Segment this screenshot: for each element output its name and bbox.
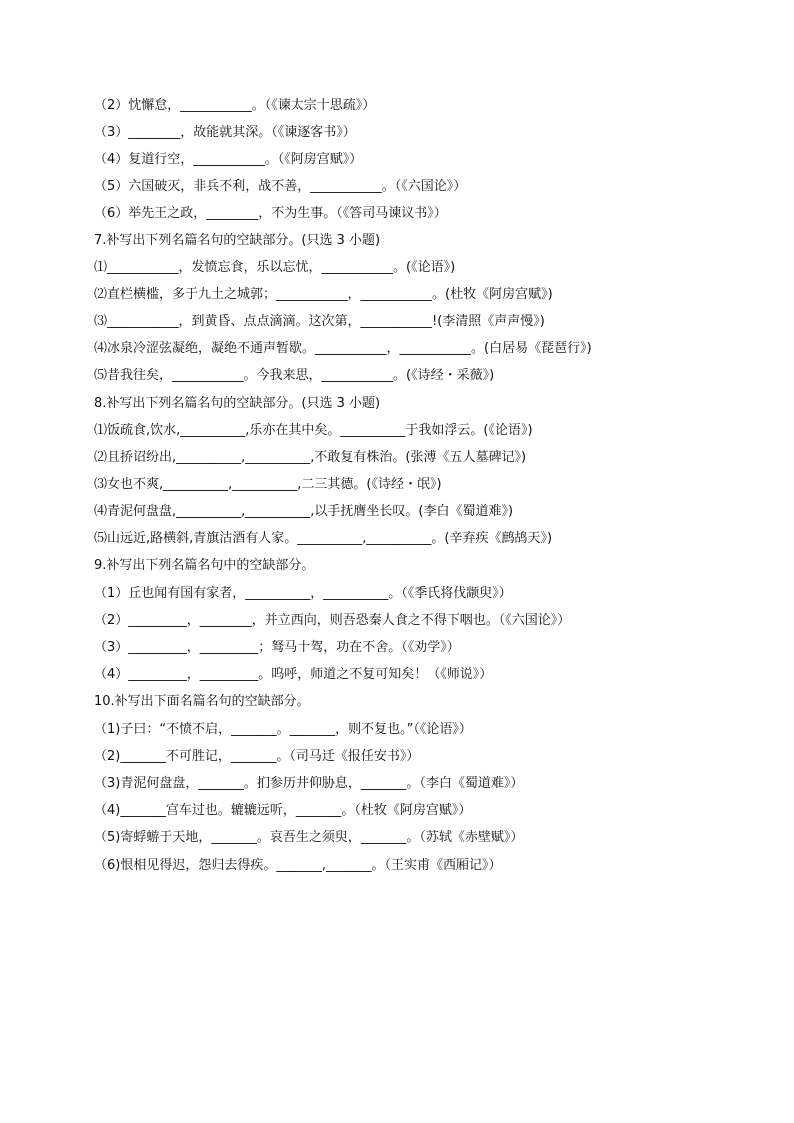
fill-in-item: ⑵且挢诏纷出,__________,__________,不敢复有株治。(张溥《五人墓碑记》): [94, 450, 527, 465]
question-heading: 7.补写出下列名篇名句的空缺部分。(只选 3 小题): [94, 233, 381, 248]
fill-in-item: （2）_________，________，并立西向，则吾恐秦人食之不得下咽也。（《六国论》）: [94, 613, 571, 628]
fill-in-item: （1)子曰：“不愤不启，_______。_______，则不复也。”（《论语》）: [94, 722, 472, 737]
fill-in-item: （3）________，故能就其深。（《谏逐客书》）: [94, 125, 356, 140]
fill-in-item: （4)_______宫车过也。辘辘远听，_______。（杜牧《阿房宫赋》）: [94, 803, 472, 818]
fill-in-item: （6）举先王之政，________，不为生事。（《答司马谏议书》）: [94, 206, 447, 221]
fill-in-item: （5)寄蜉蝣于天地，_______。哀吾生之须臾，_______。（苏轼《赤壁赋》）: [94, 830, 524, 845]
fill-in-item: ⑴___________，发愤忘食，乐以忘忧，___________。(《论语》): [94, 260, 456, 275]
fill-in-item: （6)恨相见得迟，怨归去得疾。_______,_______。（王实甫《西厢记》）: [94, 858, 502, 873]
fill-in-item: ⑶___________，到黄昏、点点滴滴。这次第，___________!(李清照《声声慢》): [94, 314, 545, 329]
fill-in-item: （4）复道行空，___________。（《阿房宫赋》）: [94, 152, 363, 167]
fill-in-item: ⑸山远近,路横斜,青旗沽酒有人家。__________,__________。(辛弃疾《鹧鸪天》): [94, 531, 553, 546]
fill-in-item: ⑵直栏横槛，多于九土之城郭；___________，___________。(杜牧《阿房宫赋》): [94, 287, 553, 302]
question-heading: 8.补写出下列名篇名句的空缺部分。(只选 3 小题): [94, 396, 381, 411]
fill-in-item: （3)青泥何盘盘，_______。扪参历井仰胁息，_______。（李白《蜀道难》）: [94, 776, 524, 791]
question-heading: 10.补写出下面名篇名句的空缺部分。: [94, 694, 310, 709]
fill-in-item: （3）_________，_________；驽马十驾，功在不舍。（《劝学》）: [94, 640, 460, 655]
fill-in-item: ⑴饭疏食,饮水,__________,乐亦在其中矣。__________于我如浮云。(《论语》): [94, 423, 533, 438]
fill-in-item: ⑸昔我往矣，___________。今我来思，___________。(《诗经・采薇》): [94, 368, 495, 383]
fill-in-item: ⑷青泥何盘盘,__________,__________,以手抚膺坐长叹。(李白《蜀道难》): [94, 504, 514, 519]
fill-in-item: （4）_________，_________。呜呼，师道之不复可知矣！（《师说》）: [94, 667, 493, 682]
fill-in-item: （5）六国破灭，非兵不利，战不善，___________。（《六国论》）: [94, 179, 467, 194]
fill-in-item: （2）忱懈怠，___________。（《谏太宗十思疏》）: [94, 98, 376, 113]
question-heading: 9.补写出下列名篇名句中的空缺部分。: [94, 558, 315, 573]
fill-in-item: （1）丘也闻有国有家者，__________，__________。（《季氏将伐颛臾》）: [94, 586, 512, 601]
fill-in-item: ⑷冰泉冷涩弦凝绝，凝绝不通声暂歇。___________，___________。(白居易《琵琶行》): [94, 341, 592, 356]
fill-in-item: ⑶女也不爽,__________,__________,二三其德。(《诗经・氓》): [94, 477, 442, 492]
fill-in-item: （2)_______不可胜记，_______。（司马迁《报任安书》）: [94, 749, 420, 764]
